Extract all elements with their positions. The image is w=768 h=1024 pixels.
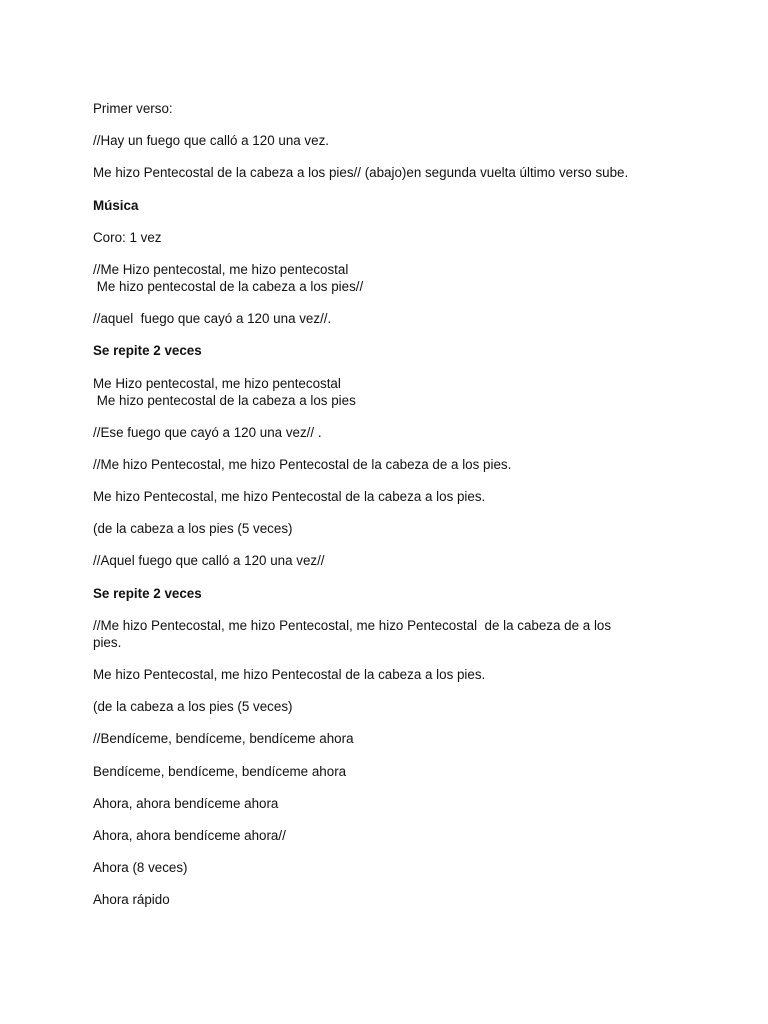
lyric-paragraph: Coro: 1 vez [93, 229, 162, 245]
lyric-paragraph: (de la cabeza a los pies (5 veces) [93, 521, 293, 537]
section-heading: Se repite 2 veces [93, 343, 202, 359]
lyric-paragraph: //Me hizo Pentecostal, me hizo Pentecostal de la cabeza de a los pies. [93, 456, 512, 472]
lyric-paragraph: //aquel fuego que cayó a 120 una vez//. [93, 311, 332, 327]
lyric-paragraph: Ahora (8 veces) [93, 860, 188, 876]
lyric-paragraph: //Me Hizo pentecostal, me hizo pentecostal Me hizo pentecostal de la cabeza a los pies// [93, 261, 364, 294]
document-body [93, 100, 653, 924]
lyric-paragraph: Ahora, ahora bendíceme ahora// [93, 827, 286, 843]
lyric-paragraph: Ahora rápido [93, 892, 170, 908]
lyric-paragraph: Me hizo Pentecostal de la cabeza a los pies// (abajo)en segunda vuelta último verso sube. [93, 165, 629, 181]
lyric-paragraph: (de la cabeza a los pies (5 veces) [93, 699, 293, 715]
lyric-paragraph: Me hizo Pentecostal, me hizo Pentecostal de la cabeza a los pies. [93, 489, 486, 505]
lyric-paragraph: //Hay un fuego que calló a 120 una vez. [93, 133, 329, 149]
section-heading: Se repite 2 veces [93, 585, 202, 601]
lyric-paragraph: //Me hizo Pentecostal, me hizo Pentecostal, me hizo Pentecostal de la cabeza de a los pies. [93, 617, 612, 650]
lyric-paragraph: //Ese fuego que cayó a 120 una vez// . [93, 424, 322, 440]
lyric-paragraph: Ahora, ahora bendíceme ahora [93, 795, 279, 811]
lyric-paragraph: Me Hizo pentecostal, me hizo pentecostal Me hizo pentecostal de la cabeza a los pies [93, 375, 356, 408]
lyric-paragraph: //Bendíceme, bendíceme, bendíceme ahora [93, 731, 354, 747]
section-heading: Música [93, 197, 139, 213]
lyric-paragraph: //Aquel fuego que calló a 120 una vez// [93, 553, 325, 569]
lyric-paragraph: Me hizo Pentecostal, me hizo Pentecostal de la cabeza a los pies. [93, 667, 486, 682]
lyric-paragraph: Primer verso: [93, 101, 173, 116]
lyric-paragraph: Bendíceme, bendíceme, bendíceme ahora [93, 763, 347, 779]
